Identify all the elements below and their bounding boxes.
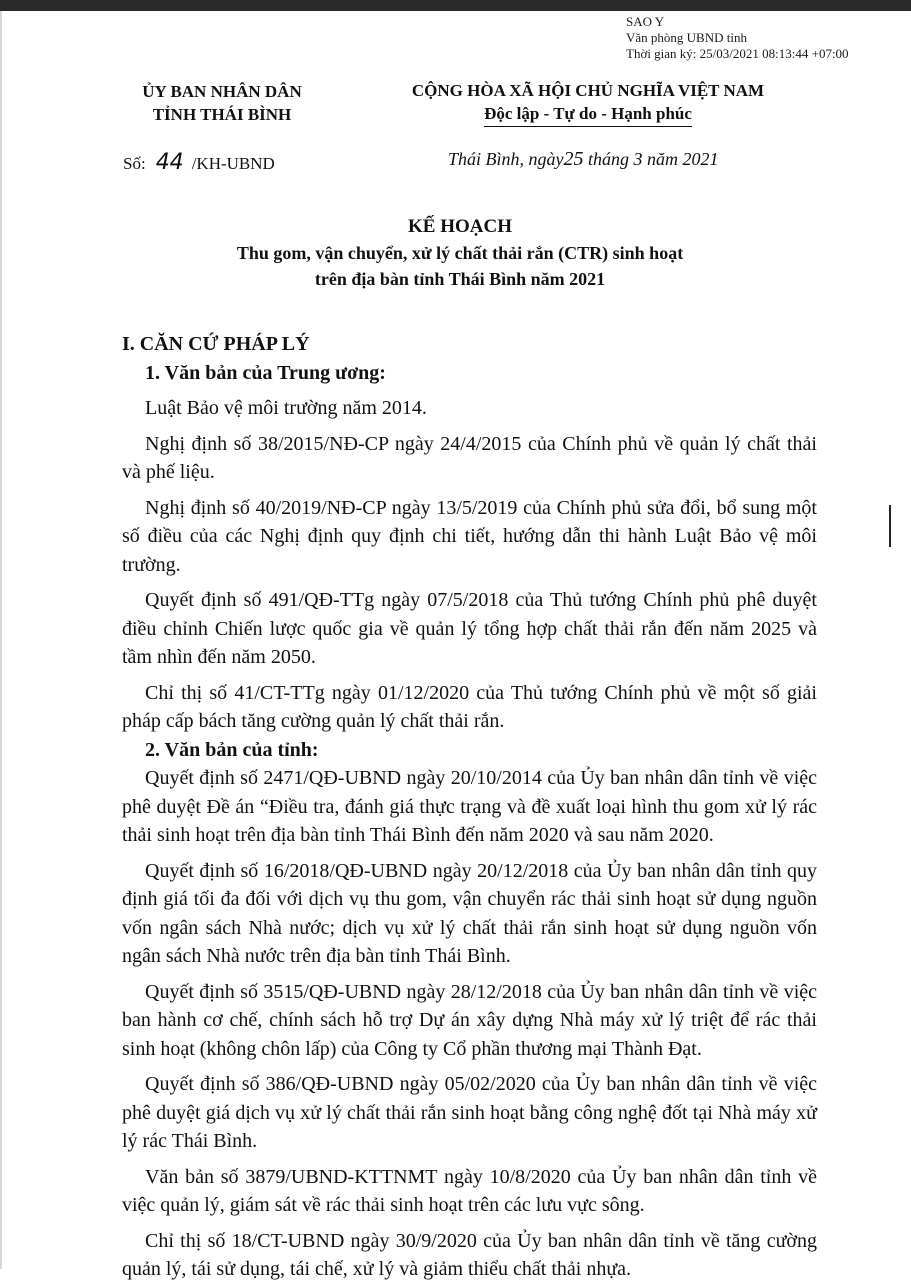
document-body — [122, 330, 817, 1284]
paragraph: Quyết định số 491/QĐ-TTg ngày 07/5/2018 của Thủ tướng Chính phủ phê duyệt điều chỉnh Chiến lược quốc gia về quản lý tổng hợp chất thải rắn đến năm 2025 và tầm nhìn đến năm 2050. — [122, 589, 817, 668]
paragraph: Chỉ thị số 18/CT-UBND ngày 30/9/2020 của Ủy ban nhân dân tỉnh về tăng cường quản lý, tái sử dụng, tái chế, xử lý và giảm thiểu chất thải nhựa. — [122, 1229, 817, 1280]
date-day-handwritten: 25 — [563, 148, 584, 170]
section-heading-legal-basis: I. CĂN CỨ PHÁP LÝ — [122, 333, 310, 355]
paragraph: Quyết định số 3515/QĐ-UBND ngày 28/12/2018 của Ủy ban nhân dân tỉnh về việc ban hành cơ chế, chính sách hỗ trợ Dự án xây dựng Nhà máy xử lý triệt để rác thải sinh hoạt (không chôn lấp) của Công ty Cổ phần thương mại Thành Đạt. — [122, 980, 817, 1060]
scan-margin-mark — [889, 505, 891, 547]
issue-date — [448, 148, 719, 171]
paragraph: Chỉ thị số 41/CT-TTg ngày 01/12/2020 của Thủ tướng Chính phủ về một số giải pháp cấp bách tăng cường quản lý chất thải rắn. — [122, 681, 817, 732]
org-line-1: ỦY BAN NHÂN DÂN — [142, 82, 302, 101]
digital-copy-stamp — [626, 14, 849, 62]
date-suffix: tháng 3 năm 2021 — [588, 149, 719, 169]
org-line-2: TỈNH THÁI BÌNH — [152, 105, 292, 124]
title-line-1: Thu gom, vận chuyển, xử lý chất thải rắn (CTR) sinh hoạt — [236, 243, 684, 263]
title-line-2: trên địa bàn tỉnh Thái Bình năm 2021 — [314, 269, 606, 289]
stamp-line-2: Văn phòng UBND tỉnh — [626, 30, 747, 45]
paragraph: Luật Bảo vệ môi trường năm 2014. — [145, 397, 427, 419]
issuing-organization — [122, 80, 322, 126]
paragraph: Quyết định số 2471/QĐ-UBND ngày 20/10/2014 của Ủy ban nhân dân tỉnh về việc phê duyệt Đề án “Điều tra, đánh giá thực trạng và đề xuất loại hình thu gom xử lý rác thải sinh hoạt trên địa bàn tỉnh Thái Bình đến năm 2020 và sau năm 2020. — [122, 767, 817, 846]
subheading-provincial-documents: 2. Văn bản của tỉnh: — [145, 738, 319, 761]
stamp-line-1: SAO Y — [626, 14, 665, 29]
date-prefix: Thái Bình, ngày — [448, 149, 564, 169]
paragraph: Quyết định số 16/2018/QĐ-UBND ngày 20/12/2018 của Ủy ban nhân dân tỉnh quy định giá tối đa đối với dịch vụ thu gom, vận chuyển rác thải sinh hoạt sử dụng nguồn vốn ngân sách Nhà nước; dịch vụ xử lý chất thải rắn sinh hoạt sử dụng nguồn vốn ngân sách Nhà nước trên địa bàn tỉnh Thái Bình. — [122, 859, 817, 967]
title-main: KẾ HOẠCH — [408, 216, 512, 237]
paragraph: Quyết định số 386/QĐ-UBND ngày 05/02/2020 của Ủy ban nhân dân tỉnh về việc phê duyệt giá dịch vụ xử lý chất thải rắn sinh hoạt bằng công nghệ đốt tại Nhà máy xử lý rác Thái Bình. — [122, 1073, 817, 1152]
paragraph: Văn bản số 3879/UBND-KTTNMT ngày 10/8/2020 của Ủy ban nhân dân tỉnh về việc quản lý, giám sát về rác thải sinh hoạt trên các lưu vực sông. — [122, 1165, 817, 1216]
document-number — [123, 150, 275, 175]
subheading-central-documents: 1. Văn bản của Trung ương: — [145, 361, 386, 384]
page-left-edge — [0, 11, 2, 1269]
nation-name: CỘNG HÒA XÃ HỘI CHỦ NGHĨA VIỆT NAM — [411, 81, 765, 100]
doc-number-prefix: Số: — [123, 154, 146, 173]
paragraph: Nghị định số 38/2015/NĐ-CP ngày 24/4/2015 của Chính phủ về quản lý chất thải và phế liệu. — [122, 432, 817, 483]
window-top-bar — [0, 0, 911, 11]
document-title — [120, 214, 800, 292]
doc-number-suffix: /KH-UBND — [191, 154, 275, 173]
doc-number-handwritten: 44 — [155, 150, 184, 175]
national-heading — [373, 79, 803, 127]
paragraph: Nghị định số 40/2019/NĐ-CP ngày 13/5/2019 của Chính phủ sửa đổi, bổ sung một số điều của các Nghị định quy định chi tiết, hướng dẫn thi hành Luật Bảo vệ môi trường. — [122, 496, 817, 576]
stamp-line-3: Thời gian ký: 25/03/2021 08:13:44 +07:00 — [626, 46, 849, 61]
national-motto: Độc lập - Tự do - Hạnh phúc — [484, 102, 692, 127]
